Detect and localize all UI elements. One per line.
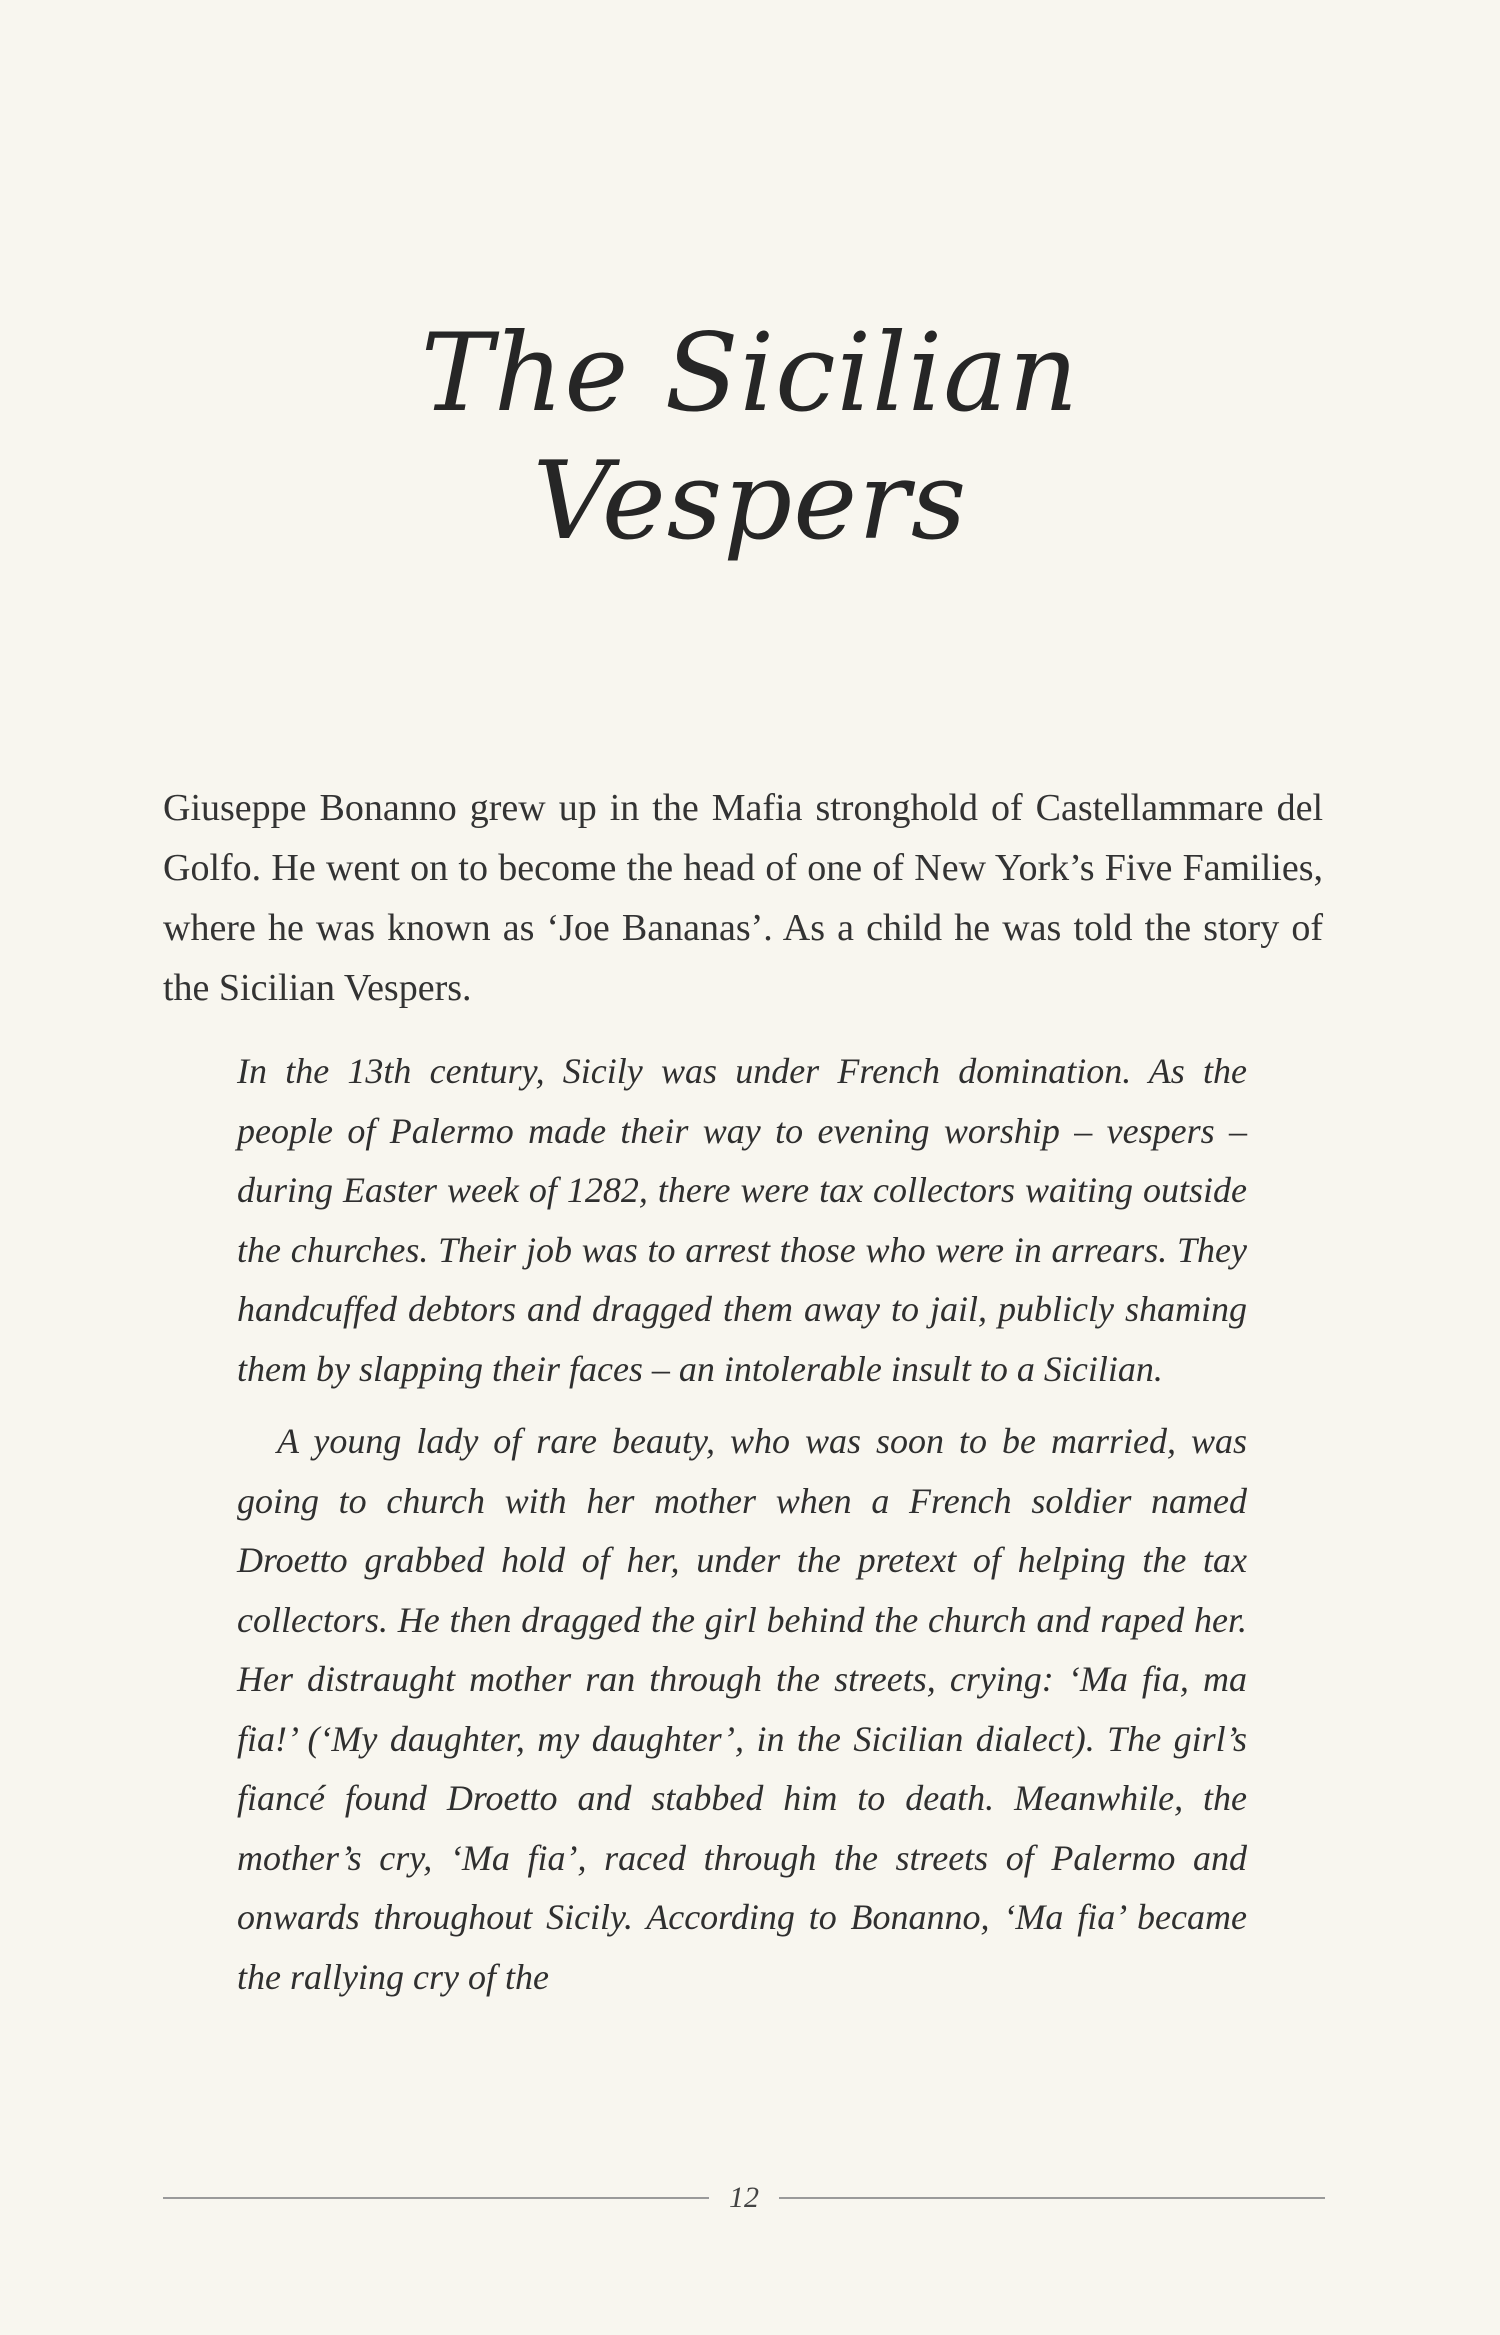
story-paragraph-1: In the 13th century, Sicily was under French domination. As the people of Palermo made their way to evening worship – vespers – during Easter week of 1282, there were tax collectors waiting outside the churches. Their job was to arrest those who were in arrears. They handcuffed debtors and dragged them away to jail, publicly shaming them by slapping their faces – an intolerable insult to a Sicilian. bbox=[237, 1051, 1247, 1389]
story-paragraph-2: A young lady of rare beauty, who was soon to be married, was going to church with her mother when a French soldier named Droetto grabbed hold of her, under the pretext of helping the tax collectors. He then dragged the girl behind the church and raped her. Her distraught mother ran through the streets, crying: ‘Ma fia, ma fia!’ (‘My daughter, my daughter’, in the Sicilian dialect). The girl’s fiancé found Droetto and stabbed him to death. Meanwhile, the mother’s cry, ‘Ma fia’, raced through the streets of Palermo and onwards throughout Sicily. According to Bonanno, ‘Ma fia’ became the rallying cry of the bbox=[237, 1421, 1247, 1997]
page-number: 12 bbox=[729, 2181, 759, 2214]
intro-paragraph: Giuseppe Bonanno grew up in the Mafia stronghold of Castellammare del Golfo. He went on to become the head of one of New York’s Five Families, where he was known as ‘Joe Bananas’. As a child he was told the story of the Sicilian Vespers. bbox=[163, 787, 1323, 1009]
chapter-title-line-1: The Sicilian bbox=[420, 311, 1080, 436]
footer-rule-left bbox=[163, 2197, 709, 2199]
chapter-title bbox=[0, 310, 1500, 566]
story-block bbox=[237, 1042, 1247, 2007]
page-footer bbox=[163, 2178, 1325, 2218]
chapter-title-line-2: Vespers bbox=[532, 439, 968, 564]
footer-rule-right bbox=[779, 2197, 1325, 2199]
